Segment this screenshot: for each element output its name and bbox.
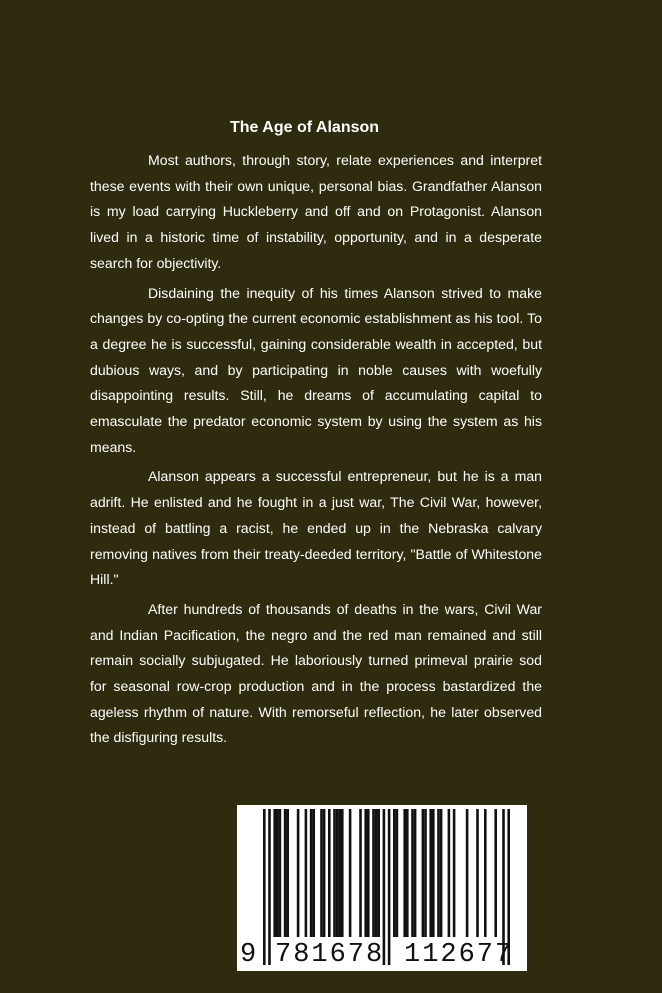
barcode-bar	[276, 809, 279, 937]
blurb-paragraph-2: Disdaining the inequity of his times Alanson strived to make changes by co-opting the current economic establishment as his tool. To a degree he is successful, gaining considerable wealth in accepted, but dubious ways, and by participating in noble causes with woefully disappointing results. Still, he dreams of accumulating capital to emasculate the predator economic system by using the system as his means.	[90, 284, 542, 455]
barcode-bar	[279, 809, 282, 937]
barcode-bar	[375, 809, 378, 937]
barcode-bar	[453, 809, 456, 937]
blurb-paragraph-3: Alanson appears a successful entrepreneur, but he is a man adrift. He enlisted and he fought in a just war, The Civil War, however, instead of battling a racist, he ended up in the Nebraska calvary removing natives from their treaty-deeded territory, "Battle of Whitestone Hill."	[90, 468, 542, 588]
barcode-bar	[310, 809, 313, 937]
barcode-bar	[341, 809, 344, 937]
barcode-right-digits: 112677	[404, 940, 514, 970]
barcode-bar	[328, 809, 331, 937]
barcode-bar	[396, 809, 399, 937]
barcode-bar	[448, 809, 451, 937]
barcode-bar	[388, 809, 391, 965]
barcode-bar	[403, 809, 406, 937]
barcode-bar	[494, 809, 497, 937]
barcode-left-digits: 781678	[275, 940, 385, 970]
blurb-paragraph-4: After hundreds of thousands of deaths in the wars, Civil War and Indian Pacification, the negro and the red man remained and still remain socially subjugated. He laboriously turned primeval prairie sod for seasonal row-crop production and in the process bastardized the ageless rhythm of nature. With remorseful reflection, he later observed the disfiguring results.	[90, 600, 542, 746]
barcode-bar	[484, 809, 487, 937]
barcode-bar	[393, 809, 396, 937]
barcode-bar	[422, 809, 425, 937]
barcode-bar	[414, 809, 417, 937]
barcode-bar	[297, 809, 300, 937]
barcode-bar	[429, 809, 432, 937]
barcode-bar	[349, 809, 352, 937]
barcode-bar	[367, 809, 370, 937]
barcode-bar	[440, 809, 443, 937]
barcode-bar	[263, 809, 266, 965]
blurb-paragraph-1: Most authors, through story, relate experiences and interpret these events with their own unique, personal bias. Grandfather Alanson is my load carrying Huckleberry and off and on Protagonist. Alanson lived in a historic time of instability, opportunity, and in a desperate search for objectivity.	[90, 152, 542, 271]
barcode-bar	[406, 809, 409, 937]
barcode-bar	[273, 809, 276, 937]
barcode-bar	[320, 809, 323, 937]
book-title: The Age of Alanson	[230, 119, 380, 136]
barcode-bar	[305, 809, 308, 937]
barcode-bar	[336, 809, 339, 937]
barcode-bar	[424, 809, 427, 937]
isbn-barcode	[237, 805, 527, 971]
barcode-bar	[476, 809, 479, 937]
barcode-bar	[411, 809, 414, 937]
barcode-bar	[437, 809, 440, 937]
barcode-bar	[372, 809, 375, 937]
barcode-bar	[312, 809, 315, 937]
barcode-bar	[432, 809, 435, 937]
barcode-first-digit: 9	[240, 940, 259, 970]
barcode-bar	[284, 809, 287, 937]
blurb-text	[90, 148, 542, 755]
barcode-bar	[466, 809, 469, 937]
barcode-bar	[286, 809, 289, 937]
barcode-bar	[323, 809, 326, 937]
barcode-bar	[364, 809, 367, 937]
barcode-bar	[338, 809, 341, 937]
barcode-bar	[359, 809, 362, 937]
barcode-bar	[268, 809, 271, 965]
barcode-bar	[377, 809, 380, 937]
barcode-bar	[333, 809, 336, 937]
